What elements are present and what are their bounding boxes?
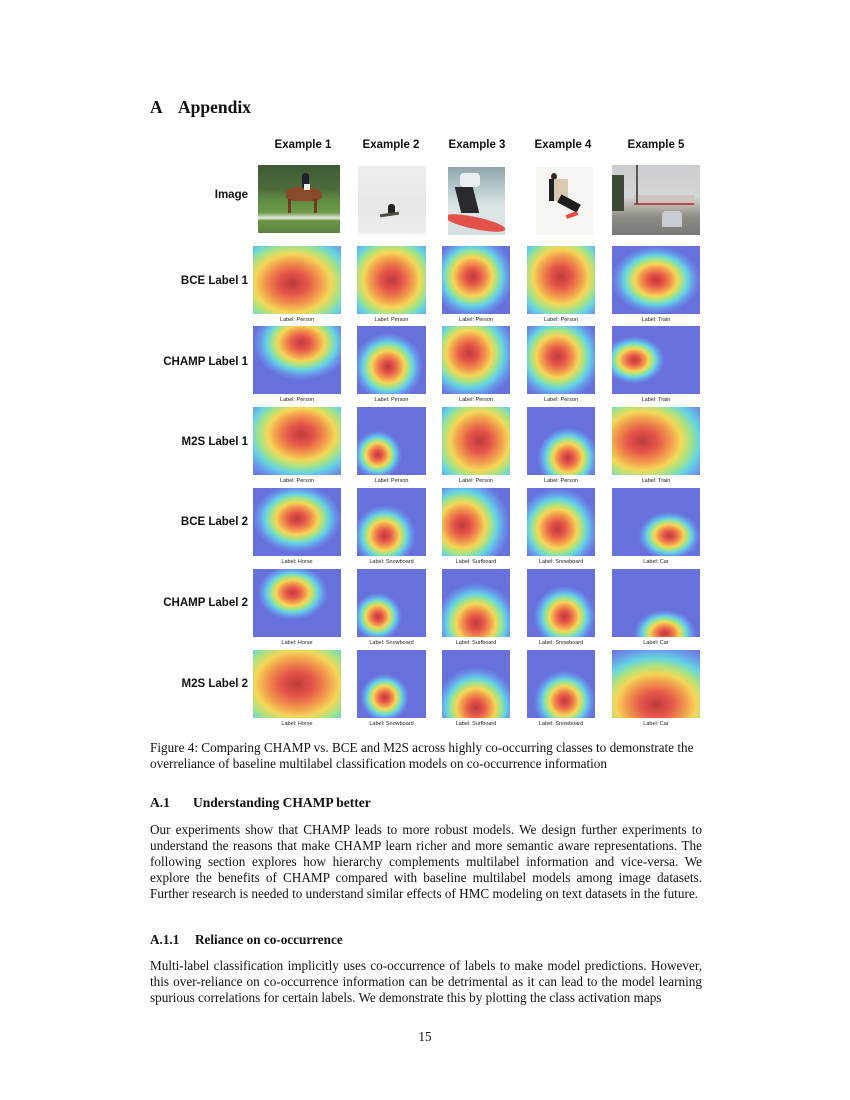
heatmap-cell [253, 650, 341, 718]
subsection-title: Understanding CHAMP better [193, 795, 371, 810]
heatmap-label: Label: Surfboard [455, 559, 497, 565]
row-label-champ-label-1: CHAMP Label 1 [163, 356, 248, 368]
heatmap-label: Label: Car [643, 640, 669, 646]
subsection-paragraph: Our experiments show that CHAMP leads to more robust models. We design further experiments to understand the reasons that make CHAMP learn richer and more semantic aware representations. The following section explores how hierarchy complements multilabel information and vice-versa. We explore the benefits of CHAMP compared with baseline multilabel models among image datasets. Further research is needed to understand similar effects of HMC modeling on text datasets in the future. [150, 822, 702, 901]
heatmap-cell [612, 488, 700, 556]
heatmap-cell [442, 246, 510, 314]
heatmap-cell [442, 650, 510, 718]
heatmap-label: Label: Person [544, 397, 578, 403]
subsection-heading [150, 795, 371, 811]
heatmap-cell [527, 407, 595, 475]
heatmap-label: Label: Snowboard [538, 640, 584, 646]
heatmap-label: Label: Snowboard [538, 721, 584, 727]
heatmap-label: Label: Car [643, 721, 669, 727]
photo-street-train-car [612, 165, 700, 235]
heatmap-label: Label: Surfboard [455, 640, 497, 646]
heatmap-cell [612, 650, 700, 718]
heatmap-cell [357, 650, 426, 718]
heatmap-label: Label: Person [280, 317, 314, 323]
heatmap-cell [612, 326, 700, 394]
subsubsection-heading [150, 932, 343, 948]
section-title: Appendix [178, 97, 251, 117]
section-number: A [150, 97, 163, 117]
column-header-example-5: Example 5 [627, 139, 685, 151]
heatmap-label: Label: Person [459, 317, 493, 323]
heatmap-label: Label: Train [641, 478, 671, 484]
heatmap-cell [357, 488, 426, 556]
heatmap-cell [253, 488, 341, 556]
column-header-example-2: Example 2 [362, 139, 420, 151]
column-header-example-4: Example 4 [534, 139, 592, 151]
heatmap-cell [527, 569, 595, 637]
row-label-bce-label-1: BCE Label 1 [180, 275, 248, 287]
photo-snowboarder-sitting [358, 166, 426, 234]
page-number: 15 [418, 1029, 432, 1044]
heatmap-label: Label: Snowboard [369, 721, 414, 727]
heatmap-label: Label: Person [459, 397, 493, 403]
heatmap-cell [357, 326, 426, 394]
heatmap-cell [612, 569, 700, 637]
heatmap-label: Label: Surfboard [455, 721, 497, 727]
row-label-m2s-label-1: M2S Label 1 [181, 436, 248, 448]
heatmap-cell [442, 326, 510, 394]
row-label-champ-label-2: CHAMP Label 2 [163, 597, 248, 609]
section-heading [150, 97, 251, 118]
heatmap-label: Label: Person [280, 478, 314, 484]
heatmap-cell [253, 407, 341, 475]
heatmap-label: Label: Person [280, 397, 314, 403]
heatmap-label: Label: Person [544, 478, 578, 484]
heatmap-cell [442, 569, 510, 637]
photo-snowboarder-jump [536, 167, 593, 235]
heatmap-cell [253, 326, 341, 394]
column-header-example-1: Example 1 [274, 139, 332, 151]
heatmap-label: Label: Person [544, 317, 578, 323]
row-label-bce-label-2: BCE Label 2 [180, 516, 248, 528]
heatmap-cell [357, 407, 426, 475]
heatmap-label: Label: Person [374, 478, 409, 484]
row-label-image: Image [214, 189, 248, 201]
heatmap-label: Label: Person [374, 397, 409, 403]
heatmap-cell [527, 488, 595, 556]
photo-horse-rider [258, 165, 340, 233]
column-header-example-3: Example 3 [448, 139, 506, 151]
heatmap-cell [527, 246, 595, 314]
subsubsection-number: A.1.1 [150, 932, 180, 947]
heatmap-cell [612, 246, 700, 314]
heatmap-label: Label: Horse [281, 559, 313, 565]
heatmap-label: Label: Snowboard [538, 559, 584, 565]
heatmap-label: Label: Horse [281, 721, 313, 727]
heatmap-label: Label: Snowboard [369, 640, 414, 646]
photo-surfer [448, 167, 505, 235]
heatmap-cell [527, 650, 595, 718]
heatmap-cell [253, 569, 341, 637]
subsection-number: A.1 [150, 795, 170, 810]
heatmap-cell [253, 246, 341, 314]
heatmap-label: Label: Snowboard [369, 559, 414, 565]
heatmap-label: Label: Person [374, 317, 409, 323]
heatmap-cell [357, 569, 426, 637]
heatmap-label: Label: Person [459, 478, 493, 484]
heatmap-label: Label: Car [643, 559, 669, 565]
figure-caption: Figure 4: Comparing CHAMP vs. BCE and M2S across highly co-occurring classes to demonstrate the overreliance of baseline multilabel classification models on co-occurrence information [150, 740, 694, 771]
heatmap-cell [357, 246, 426, 314]
heatmap-cell [612, 407, 700, 475]
heatmap-label: Label: Horse [281, 640, 313, 646]
heatmap-label: Label: Train [641, 317, 671, 323]
row-label-m2s-label-2: M2S Label 2 [181, 678, 248, 690]
heatmap-cell [442, 488, 510, 556]
heatmap-cell [527, 326, 595, 394]
heatmap-cell [442, 407, 510, 475]
subsubsection-paragraph: Multi-label classification implicitly uses co-occurrence of labels to make model predictions. However, this over-reliance on co-occurrence information can be detrimental as it can lead to the model learning spurious correlations for certain labels. We demonstrate this by plotting the class activation maps [150, 958, 702, 1005]
heatmap-label: Label: Train [641, 397, 671, 403]
subsubsection-title: Reliance on co-occurrence [195, 932, 343, 947]
